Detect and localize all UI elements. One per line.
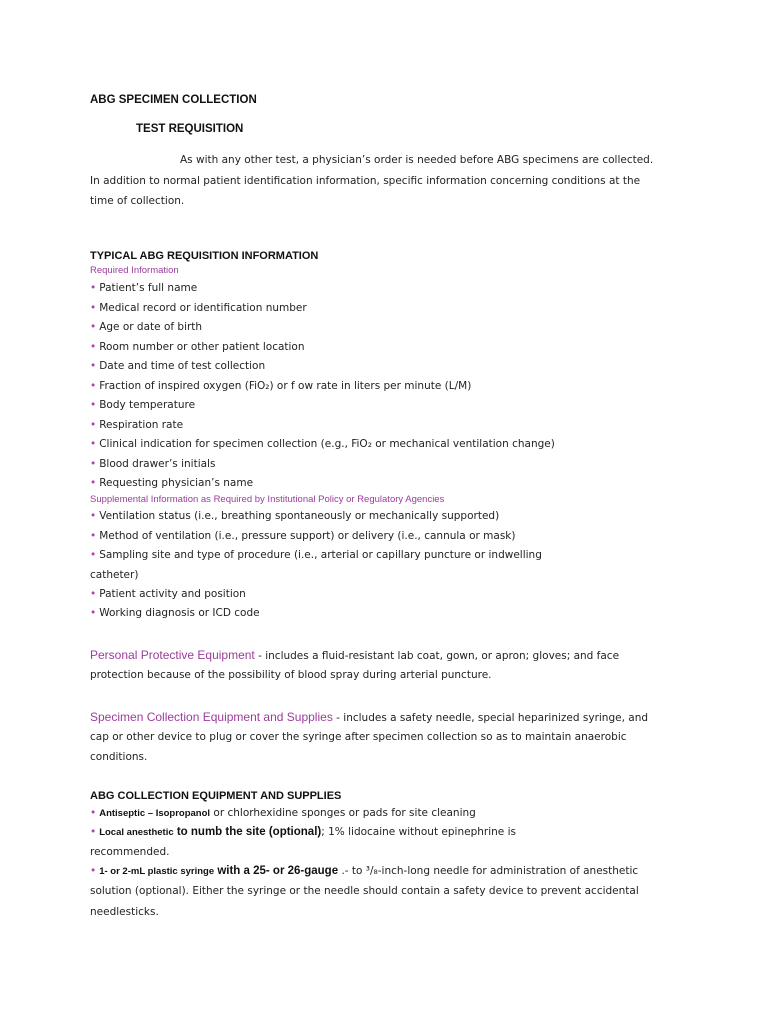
required-item <box>90 438 555 450</box>
required-item-text: Respiration rate <box>99 418 184 431</box>
required-item <box>90 341 305 353</box>
required-item <box>90 302 307 314</box>
required-item <box>90 380 471 392</box>
bullet-icon: • <box>90 379 97 392</box>
bullet-icon: • <box>90 477 97 489</box>
bullet-icon: • <box>90 807 97 819</box>
typical-heading: TYPICAL ABG REQUISITION INFORMATION <box>90 250 319 262</box>
required-item <box>90 458 215 470</box>
bullet-icon: • <box>90 607 97 619</box>
scs-text-1: - includes a safety needle, special heparinized syringe, and <box>332 712 649 724</box>
equip-syringe-bold: with a 25- or 26-gauge <box>214 865 339 877</box>
bullet-icon: • <box>90 282 97 294</box>
bullet-icon: • <box>90 340 97 353</box>
supplemental-wrap-text: catheter) <box>90 569 139 581</box>
supplemental-item-text: Patient activity and position <box>99 588 246 600</box>
ppe-paragraph-line-1 <box>90 648 619 662</box>
abg-equipment-heading: ABG COLLECTION EQUIPMENT AND SUPPLIES <box>90 790 342 802</box>
supplemental-item-text: Working diagnosis or ICD code <box>99 607 260 619</box>
intro-line-3: time of collection. <box>90 195 185 207</box>
supplemental-item <box>90 607 260 619</box>
required-item-text: Requesting physician’s name <box>99 477 254 489</box>
supplemental-item-text: Sampling site and type of procedure (i.e., arterial or capillary puncture or indwelling <box>99 549 542 561</box>
required-item <box>90 419 183 431</box>
bullet-icon: • <box>90 438 97 450</box>
intro-line-2: In addition to normal patient identification information, specific information concerning conditions at the <box>90 175 641 187</box>
supplemental-item <box>90 549 542 561</box>
required-item <box>90 477 253 489</box>
required-item-text: Age or date of birth <box>99 321 203 333</box>
equip-item-syringe <box>90 865 638 877</box>
bullet-icon: • <box>90 510 97 522</box>
bullet-icon: • <box>90 549 97 561</box>
scs-paragraph-line-2: cap or other device to plug or cover the syringe after specimen collection so as to maintain anaerobic <box>90 731 627 743</box>
equip-syringe-line-3: needlesticks. <box>90 906 159 918</box>
bullet-icon: • <box>90 301 97 314</box>
bullet-icon: • <box>90 321 97 333</box>
equip-syringe-bold-small: 1- or 2-mL plastic syringe <box>99 866 215 877</box>
equip-antiseptic-text: or chlorhexidine sponges or pads for site cleaning <box>210 807 476 819</box>
intro-line-1: As with any other test, a physician’s order is needed before ABG specimens are collected. <box>180 154 654 166</box>
required-item-text: Room number or other patient location <box>99 340 305 353</box>
document-title: ABG SPECIMEN COLLECTION <box>90 94 257 106</box>
bullet-icon: • <box>90 399 97 411</box>
required-item-text: Fraction of inspired oxygen (FiO₂) or f ow rate in liters per minute (L/M) <box>99 379 472 392</box>
equip-item-anesthetic <box>90 826 516 838</box>
required-item-text: Patient’s full name <box>99 282 198 294</box>
required-item-text: Clinical indication for specimen collection (e.g., FiO₂ or mechanical ventilation change) <box>99 438 555 450</box>
bullet-icon: • <box>90 418 97 431</box>
equip-anesthetic-bold: to numb the site (optional) <box>173 826 322 838</box>
ppe-title: Personal Protective Equipment <box>90 648 255 662</box>
required-item-text: Body temperature <box>99 399 196 411</box>
equip-antiseptic-bold: Antiseptic – Isopropanol <box>99 808 211 819</box>
supplemental-item-text: Method of ventilation (i.e., pressure support) or delivery (i.e., cannula or mask) <box>99 530 516 542</box>
scs-title: Specimen Collection Equipment and Supplies <box>90 710 333 724</box>
required-item <box>90 399 195 411</box>
equip-anesthetic-bold-small: Local anesthetic <box>99 827 174 838</box>
required-label: Required Information <box>90 265 179 276</box>
supplemental-item <box>90 510 499 522</box>
required-item <box>90 282 197 294</box>
supplemental-item <box>90 530 515 542</box>
bullet-icon: • <box>90 530 97 542</box>
required-item-text: Date and time of test collection <box>99 360 266 372</box>
equip-item-antiseptic <box>90 807 476 819</box>
equip-syringe-line-2: solution (optional). Either the syringe or the needle should contain a safety device to prevent accidental <box>90 885 639 897</box>
ppe-paragraph-line-2: protection because of the possibility of blood spray during arterial puncture. <box>90 669 492 681</box>
section-subtitle: TEST REQUISITION <box>136 123 244 135</box>
scs-paragraph-line-3: conditions. <box>90 751 148 763</box>
ppe-text-1: - includes a fluid-resistant lab coat, gown, or apron; gloves; and face <box>254 650 620 662</box>
required-item <box>90 321 202 333</box>
required-item-text: Medical record or identification number <box>99 301 307 314</box>
bullet-icon: • <box>90 588 97 600</box>
bullet-icon: • <box>90 826 97 838</box>
bullet-icon: • <box>90 457 97 470</box>
bullet-icon: • <box>90 360 97 372</box>
supplemental-item-text: Ventilation status (i.e., breathing spontaneously or mechanically supported) <box>99 510 500 522</box>
required-item <box>90 360 265 372</box>
equip-anesthetic-wrap: recommended. <box>90 846 170 858</box>
supplemental-label: Supplemental Information as Required by Institutional Policy or Regulatory Agencies <box>90 494 445 505</box>
required-item-text: Blood drawer’s initials <box>99 457 216 470</box>
equip-syringe-text: .- to ³/₈-inch-long needle for administration of anesthetic <box>338 865 639 877</box>
scs-paragraph-line-1 <box>90 710 648 724</box>
equip-anesthetic-text: ; 1% lidocaine without epinephrine is <box>321 826 516 838</box>
supplemental-item <box>90 588 246 600</box>
bullet-icon: • <box>90 865 97 877</box>
